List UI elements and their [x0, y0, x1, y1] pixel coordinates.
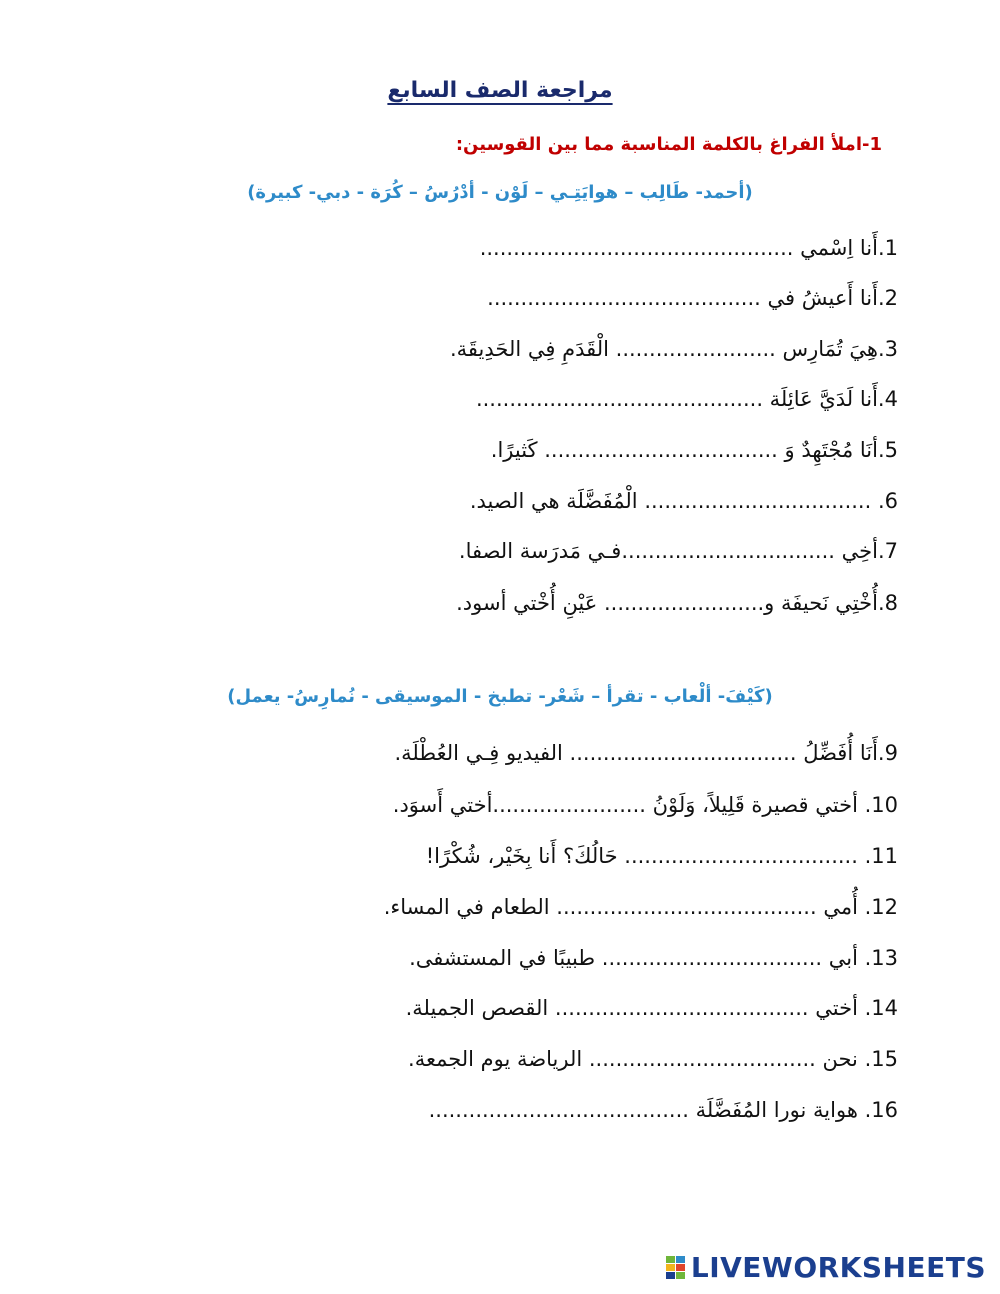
- exercise-line-9: 9.أَنَا أُفَضِّلُ .................................. الفيديو فِـي العُطْلَة.: [394, 741, 898, 765]
- exercise-line-10: 10. أختي قصيرة قَلِيلاً، وَلَوْنُ .......................أختي أَسوَد.: [392, 793, 898, 817]
- page-title: مراجعة الصف السابع: [387, 78, 613, 103]
- exercise-line-3: 3.هِيَ تُمَارِس ........................ الْقَدَمِ فِي الحَدِيقَة.: [449, 337, 898, 361]
- exercise-line-2: 2.أَنا أَعيشُ في .........................................: [487, 286, 898, 310]
- instruction-heading: 1-املأ الفراغ بالكلمة المناسبة مما بين القوسين:: [455, 134, 882, 155]
- exercise-line-8: 8.أُخْتِي نَحيفَة و........................ عَيْنِ أُخْتي أسود.: [456, 591, 898, 615]
- exercise-line-4: 4.أَنا لَدَيَّ عَائِلَة ...........................................: [475, 387, 898, 411]
- liveworksheets-footer: [666, 1251, 986, 1284]
- exercise-line-15: 15. نحن .................................. الرياضة يوم الجمعة.: [408, 1047, 898, 1071]
- exercise-line-6: 6. .................................. الْمُفَضَّلَة هي الصيد.: [469, 489, 898, 513]
- exercise-line-7: 7.أخِي ................................فـي مَدرَسة الصفا.: [458, 539, 898, 563]
- exercise-line-14: 14. أختي ...................................... القصص الجميلة.: [405, 996, 898, 1020]
- exercise-line-11: 11. ................................... حَالُكَ؟ أَنا بِخَيْر، شُكْرًا!: [425, 844, 898, 868]
- liveworksheets-brand: LIVEWORKSHEETS: [690, 1251, 986, 1284]
- exercise-line-13: 13. أبي ................................. طبيبًا في المستشفى.: [409, 946, 898, 970]
- exercise-line-1: 1.أَنا اِسْمي ...............................................: [479, 236, 898, 260]
- word-bank-1: (أحمد- طَالِب – هوايَتِـي – لَوْن - أدْرُسُ – كُرَة - دبي- كبيرة): [247, 182, 753, 203]
- word-bank-2: (كَيْفَ- ألْعاب - تقرأ – شَعْر- تطبخ - الموسيقى - نُمارِسُ- يعمل): [227, 686, 773, 707]
- exercise-line-12: 12. أُمي ....................................... الطعام في المساء.: [383, 895, 898, 919]
- exercise-line-16: 16. هواية نورا المُفَضَّلَة .......................................: [428, 1098, 898, 1122]
- liveworksheets-logo-icon: [666, 1256, 685, 1279]
- exercise-line-5: 5.أنَا مُجْتَهِدٌ وَ ................................... كَثيرًا.: [490, 438, 898, 462]
